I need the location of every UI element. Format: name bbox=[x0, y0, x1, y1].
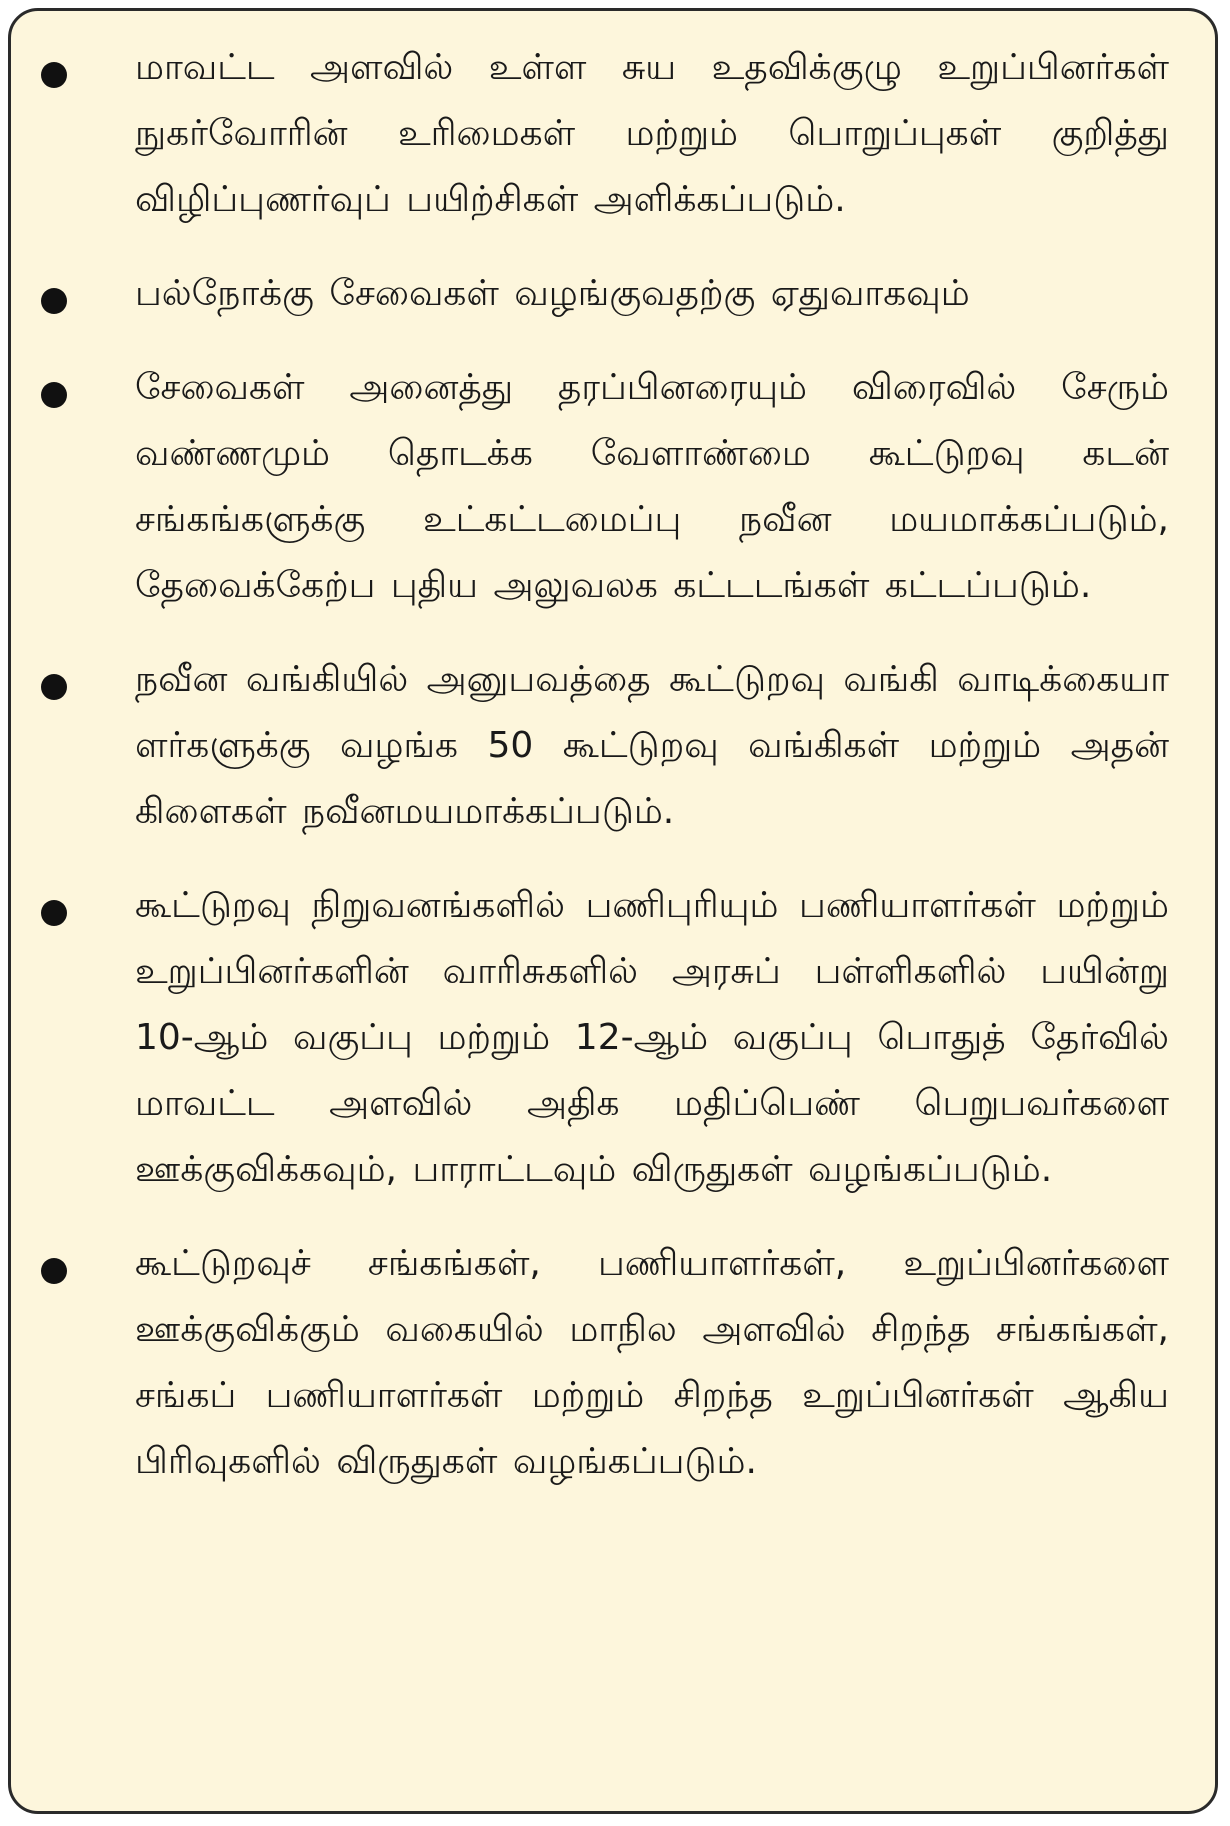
bullet-text: சேவைகள் அனைத்து தரப்பினரையும் விரைவில் சேரும் வண்ணமும் தொடக்க வேளாண்மை கூட்டுறவு கடன் சங்கங்களுக்கு உட்கட்டமைப்பு நவீன மயமாக்கப்படும், தேவைக்கேற்ப புதிய அலுவலக கட்டடங்கள் கட்டப்படும். bbox=[135, 367, 1169, 606]
bullet-icon bbox=[41, 674, 67, 700]
list-item bbox=[41, 873, 1169, 1203]
list-item bbox=[41, 35, 1169, 233]
bullet-icon bbox=[41, 1258, 67, 1284]
content-box bbox=[8, 8, 1218, 1814]
bullet-text: மாவட்ட அளவில் உள்ள சுய உதவிக்குழு உறுப்பினர்கள் நுகர்வோரின் உரிமைகள் மற்றும் பொறுப்புகள் குறித்து விழிப்புணர்வுப் பயிற்சிகள் அளிக்கப்படும். bbox=[135, 47, 1169, 220]
bullet-text: நவீன வங்கியில் அனுபவத்தை கூட்டுறவு வங்கி வாடிக்கையா ளர்களுக்கு வழங்க 50 கூட்டுறவு வங்கிகள் மற்றும் அதன் கிளைகள் நவீனமயமாக்கப்படும். bbox=[135, 659, 1169, 832]
list-item bbox=[41, 1231, 1169, 1495]
bullet-list bbox=[41, 35, 1169, 1495]
bullet-icon bbox=[41, 288, 67, 314]
list-item bbox=[41, 355, 1169, 619]
list-item bbox=[41, 261, 1169, 327]
bullet-icon bbox=[41, 62, 67, 88]
bullet-text: கூட்டுறவு நிறுவனங்களில் பணிபுரியும் பணியாளர்கள் மற்றும் உறுப்பினர்களின் வாரிசுகளில் அரசுப் பள்ளிகளில் பயின்று 10-ஆம் வகுப்பு மற்றும் 12-ஆம் வகுப்பு பொதுத் தேர்வில் மாவட்ட அளவில் அதிக மதிப்பெண் பெறுபவர்களை ஊக்குவிக்கவும், பாராட்டவும் விருதுகள் வழங்கப்படும். bbox=[135, 885, 1169, 1190]
bullet-icon bbox=[41, 900, 67, 926]
bullet-icon bbox=[41, 382, 67, 408]
bullet-text: பல்நோக்கு சேவைகள் வழங்குவதற்கு ஏதுவாகவும் bbox=[135, 273, 970, 314]
bullet-text: கூட்டுறவுச் சங்கங்கள், பணியாளர்கள், உறுப்பினர்களை ஊக்குவிக்கும் வகையில் மாநில அளவில் சிறந்த சங்கங்கள், சங்கப் பணியாளர்கள் மற்றும் சிறந்த உறுப்பினர்கள் ஆகிய பிரிவுகளில் விருதுகள் வழங்கப்படும். bbox=[135, 1243, 1169, 1482]
list-item bbox=[41, 647, 1169, 845]
